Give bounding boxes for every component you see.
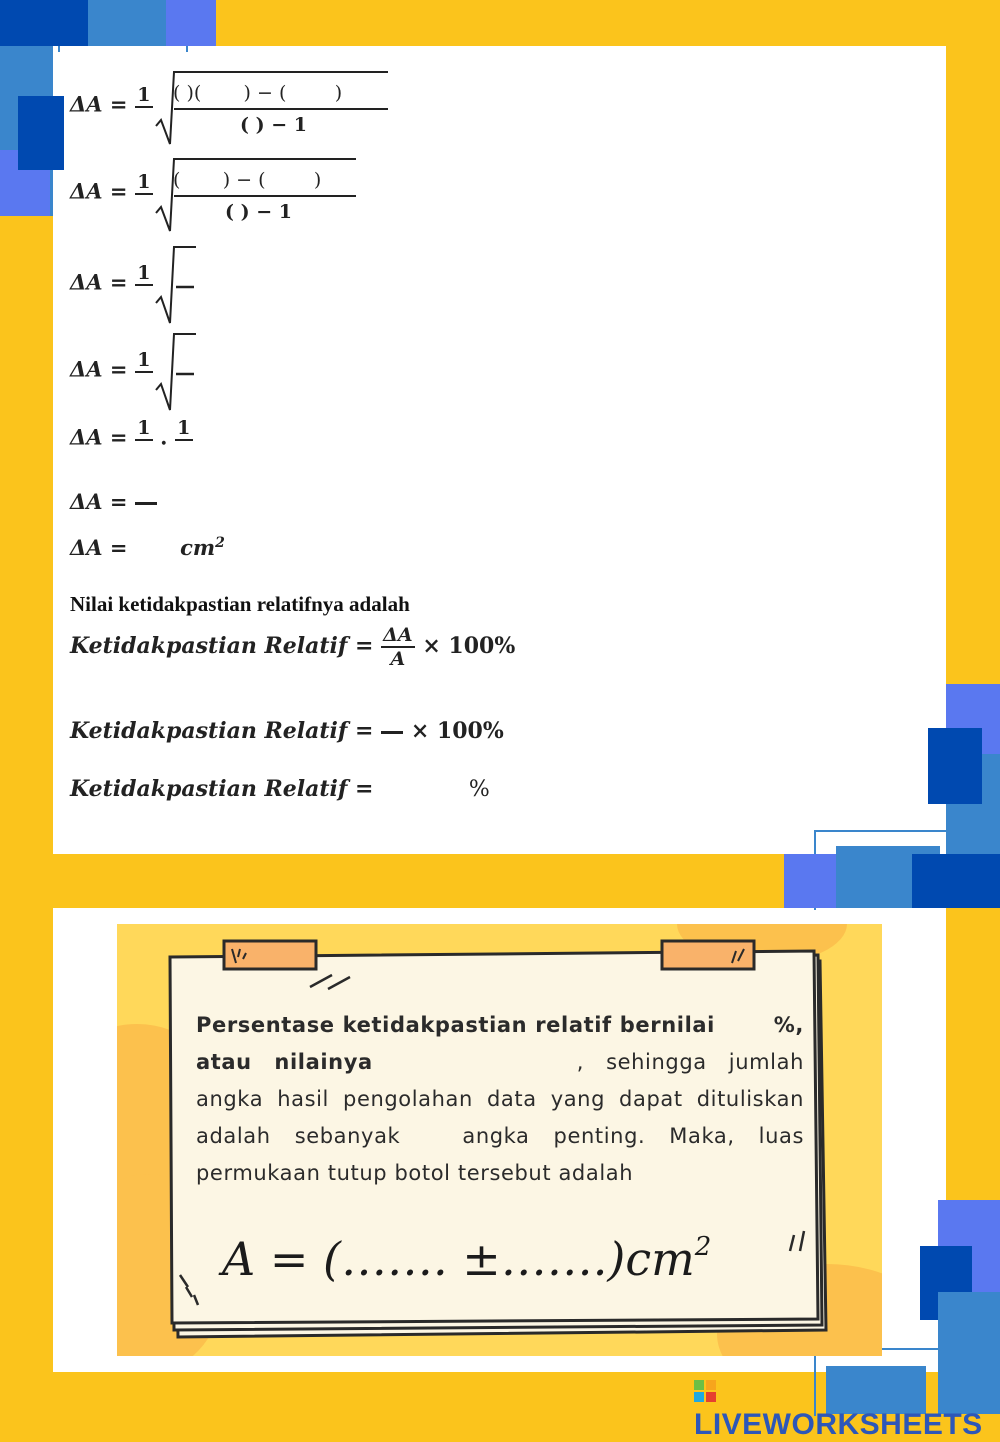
equation-line-4 [70, 349, 153, 393]
equals-sign: = [355, 718, 374, 744]
relative-uncertainty-heading: Nilai ketidakpastian relatifnya adalah [70, 592, 410, 616]
corner-block-left-dark [18, 96, 64, 170]
relative-line-3 [70, 776, 490, 802]
frac-delta-a: ΔA [383, 624, 413, 646]
unit-cm: cm [180, 535, 216, 560]
relative-label: Ketidakpastian Relatif [70, 776, 348, 802]
delta-a-label: ΔA = [70, 424, 128, 450]
radical-1-numerator: ( )( ) − ( ) [173, 82, 343, 104]
area-result-formula [222, 1232, 711, 1286]
frac-a-bar: A [390, 648, 406, 670]
delta-a-label: ΔA = [70, 356, 128, 382]
radical-sign-3 [152, 243, 202, 327]
area-formula-exponent: 2 [694, 1232, 712, 1262]
frac-one: 1 [135, 84, 153, 108]
note-value-prompt: atau nilainya [196, 1050, 373, 1074]
relative-label: Ketidakpastian Relatif [70, 718, 348, 744]
delta-a-label: ΔA = [70, 535, 128, 560]
percent-sign: % [468, 777, 490, 802]
note-percent-suffix: %, [773, 1013, 804, 1037]
equals-sign: = [355, 633, 374, 659]
corner-block-top-left-light [166, 0, 216, 46]
frac-one: 1 [135, 262, 153, 286]
equation-line-1 [70, 84, 153, 128]
corner-block-top-left-mid [88, 0, 166, 52]
note-paragraph [196, 1007, 804, 1192]
delta-a-label: ΔA = [70, 269, 128, 295]
watermark-text: LIVEWORKSHEETS [694, 1408, 983, 1441]
times-hundred: × 100% [422, 633, 516, 659]
note-statement-start: Persentase ketidakpastian relatif bernilai [196, 1013, 715, 1037]
radical-2-denominator: ( ) − 1 [225, 201, 292, 223]
equation-line-7 [70, 535, 225, 560]
liveworksheets-logo-icon [694, 1380, 716, 1402]
radical-1-denominator: ( ) − 1 [240, 114, 307, 136]
radical-2-numerator: ( ) − ( ) [173, 169, 322, 191]
relative-line-2 [70, 718, 504, 744]
corner-outline-top-left [58, 46, 188, 52]
radical-sign-2 [152, 155, 362, 235]
times-hundred: × 100% [410, 718, 504, 744]
frac-one: 1 [175, 417, 193, 441]
frac-one: 1 [135, 171, 153, 195]
blank-fraction-bar [135, 502, 157, 505]
area-formula-main: A = (……. ±…….) [222, 1232, 626, 1286]
equation-line-2 [70, 171, 153, 215]
corner-block-top-left-dark [0, 0, 88, 46]
corner-block-right-light-2 [784, 854, 836, 908]
delta-a-label: ΔA = [70, 91, 128, 117]
frac-one: 1 [135, 349, 153, 373]
radical-sign-1 [152, 68, 392, 148]
corner-block-right-dark [928, 728, 982, 804]
radical-sign-4 [152, 330, 202, 414]
delta-a-label: ΔA = [70, 489, 128, 514]
equation-line-3 [70, 262, 153, 306]
blank-fraction-bar [381, 731, 403, 734]
dot-operator: . [160, 424, 168, 450]
delta-a-label: ΔA = [70, 178, 128, 204]
note-area-text: angka penting. Maka, luas permukaan tutup botol tersebut adalah [196, 1124, 804, 1185]
unit-exponent: 2 [215, 535, 225, 551]
liveworksheets-watermark [694, 1374, 1000, 1442]
relative-formula-line [70, 624, 515, 670]
note-significant-figures-text: , sehingga jumlah angka hasil pengolahan data yang dapat dituliskan adalah sebanyak [196, 1050, 804, 1148]
frac-one: 1 [135, 417, 153, 441]
corner-block-right-dark-2 [912, 854, 1000, 908]
area-formula-unit: cm [625, 1232, 695, 1286]
equals-sign: = [355, 776, 374, 802]
equation-line-5 [70, 417, 193, 461]
equation-line-6 [70, 489, 157, 514]
relative-label: Ketidakpastian Relatif [70, 633, 348, 659]
